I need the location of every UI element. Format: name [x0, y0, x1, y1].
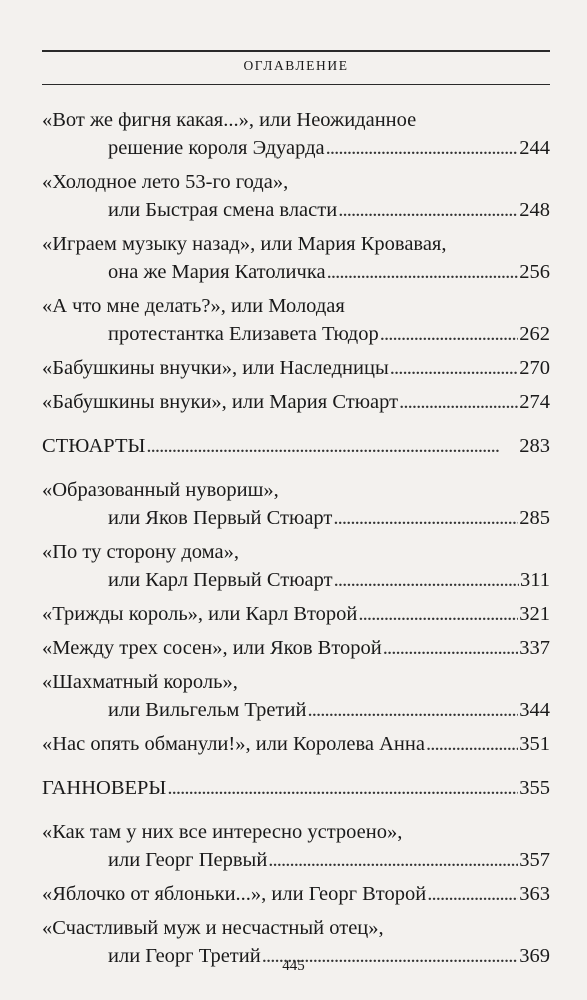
- toc-page-number: 262: [519, 323, 550, 345]
- toc-page-number: 363: [519, 883, 550, 905]
- leader-dots: [167, 774, 518, 802]
- toc-entry-last-line: [42, 504, 550, 532]
- toc-entry-title: она же Мария Католичка: [108, 261, 326, 283]
- toc-entry-last-line: [42, 258, 550, 286]
- toc-entry-last-line: [42, 634, 550, 662]
- toc-entry-title: протестантка Елизавета Тюдор: [108, 323, 379, 345]
- leader-dots: [380, 320, 519, 348]
- toc-entry-title-line: «Шахматный король»,: [42, 671, 238, 693]
- toc-section-title: ГАННОВЕРЫ: [42, 777, 167, 799]
- toc-entry: [42, 668, 550, 724]
- toc-entry-title: «Бабушкины внуки», или Мария Стюарт: [42, 391, 399, 413]
- toc-page-number: 337: [519, 637, 550, 659]
- toc-entry: [42, 600, 550, 628]
- leader-dots: [333, 504, 518, 532]
- toc-page-number: 311: [520, 569, 550, 591]
- toc-entry-title-line: «Холодное лето 53-го года»,: [42, 171, 289, 193]
- leader-dots: [358, 600, 518, 628]
- toc-entry-title: или Георг Третий: [108, 945, 261, 967]
- header-top-rule: [42, 50, 550, 52]
- toc-entry: [42, 292, 550, 348]
- toc-entry-title: или Вильгельм Третий: [108, 699, 307, 721]
- toc-entry-last-line: [42, 134, 550, 162]
- toc-entry-last-line: [42, 388, 550, 416]
- leader-dots: [383, 634, 519, 662]
- toc-entry-title: «Трижды король», или Карл Второй: [42, 603, 358, 625]
- leader-dots: [399, 388, 518, 416]
- toc-page-number: 344: [519, 699, 550, 721]
- toc-entry: [42, 730, 550, 758]
- leader-dots: [326, 134, 519, 162]
- toc-entry-title: «Нас опять обманули!», или Королева Анна: [42, 733, 425, 755]
- leader-dots: [146, 432, 518, 460]
- toc-entry: [42, 818, 550, 874]
- toc-entry-title-line: «Вот же фигня какая...», или Неожиданное: [42, 109, 417, 131]
- toc-entry-last-line: [42, 566, 550, 594]
- toc-entry-last-line: [42, 880, 550, 908]
- toc-page-number: 244: [519, 137, 550, 159]
- toc-entry-title-line: «Образованный нувориш»,: [42, 479, 279, 501]
- leader-dots: [390, 354, 519, 382]
- toc-entry-title: или Карл Первый Стюарт: [108, 569, 333, 591]
- toc-section-heading: [42, 432, 550, 460]
- toc-entry-last-line: [42, 354, 550, 382]
- page-number: 445: [282, 958, 305, 974]
- toc-entry-title-line: «Как там у них все интересно устроено»,: [42, 821, 403, 843]
- toc-entry-last-line: [42, 196, 550, 224]
- toc-entry: [42, 880, 550, 908]
- toc-entry-last-line: [42, 600, 550, 628]
- toc-entry-last-line: [42, 696, 550, 724]
- toc-entry-last-line: [42, 846, 550, 874]
- toc-entry-title: или Георг Первый: [108, 849, 268, 871]
- toc-entry: [42, 634, 550, 662]
- toc-page-number: 321: [519, 603, 550, 625]
- table-of-contents: [42, 106, 550, 970]
- toc-page-number: 256: [519, 261, 550, 283]
- toc-entry-title: или Яков Первый Стюарт: [108, 507, 333, 529]
- toc-page-number: 248: [519, 199, 550, 221]
- toc-entry-title: «Между трех сосен», или Яков Второй: [42, 637, 382, 659]
- toc-entry-last-line: [42, 320, 550, 348]
- header-bottom-rule: [42, 84, 550, 85]
- toc-entry-title-line: «По ту сторону дома»,: [42, 541, 239, 563]
- toc-entry: [42, 230, 550, 286]
- toc-entry: [42, 354, 550, 382]
- toc-entry: [42, 476, 550, 532]
- toc-entry-last-line: [42, 730, 550, 758]
- page-header: ОГЛАВЛЕНИЕ: [243, 58, 349, 73]
- toc-entry: [42, 538, 550, 594]
- toc-entry: [42, 106, 550, 162]
- leader-dots: [307, 696, 518, 724]
- leader-dots: [338, 196, 518, 224]
- toc-entry-title: «Яблочко от яблоньки...», или Георг Второй: [42, 883, 427, 905]
- leader-dots: [334, 566, 519, 594]
- toc-entry-last-line: [42, 774, 550, 802]
- toc-entry: [42, 388, 550, 416]
- toc-entry-last-line: [42, 432, 550, 460]
- leader-dots: [268, 846, 518, 874]
- toc-entry-title-line: «Играем музыку назад», или Мария Кровавая,: [42, 233, 447, 255]
- toc-page-number: 357: [519, 849, 550, 871]
- toc-entry-title: или Быстрая смена власти: [108, 199, 338, 221]
- toc-page-number: 369: [519, 945, 550, 967]
- toc-section-title: СТЮАРТЫ: [42, 435, 146, 457]
- leader-dots: [327, 258, 519, 286]
- leader-dots: [426, 730, 518, 758]
- toc-page-number: 274: [519, 391, 550, 413]
- toc-page-number: 355: [519, 777, 550, 799]
- toc-page-number: 351: [519, 733, 550, 755]
- toc-entry-title: решение короля Эдуарда: [108, 137, 325, 159]
- toc-page-number: 283: [519, 435, 550, 457]
- toc-section-heading: [42, 774, 550, 802]
- toc-page-number: 285: [519, 507, 550, 529]
- toc-entry-title-line: «А что мне делать?», или Молодая: [42, 295, 345, 317]
- toc-page-number: 270: [519, 357, 550, 379]
- toc-entry-title: «Бабушкины внучки», или Наследницы: [42, 357, 389, 379]
- toc-entry: [42, 168, 550, 224]
- toc-entry-title-line: «Счастливый муж и несчастный отец»,: [42, 917, 384, 939]
- leader-dots: [427, 880, 518, 908]
